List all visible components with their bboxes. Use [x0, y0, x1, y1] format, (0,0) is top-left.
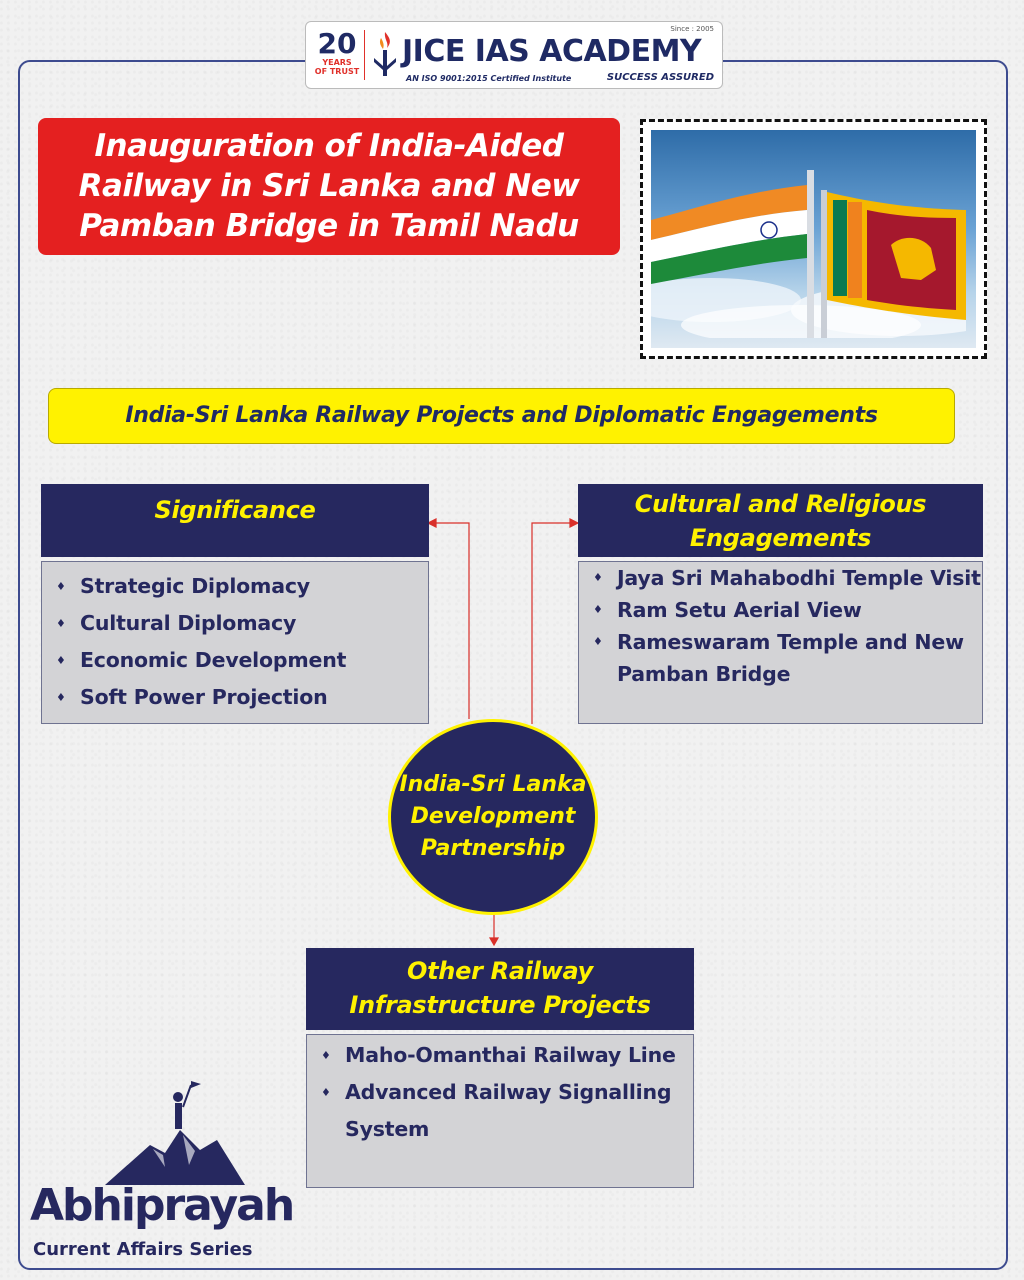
list-item: ♦ Ram Setu Aerial View: [579, 594, 982, 626]
mountain-climber-icon: [105, 1075, 245, 1185]
significance-heading: Significance: [154, 496, 316, 524]
cultural-panel: [578, 561, 983, 724]
significance-header: [41, 484, 429, 557]
list-item: ♦ Cultural Diplomacy: [42, 605, 428, 642]
since-label: Since : 2005: [670, 25, 714, 33]
significance-panel: [41, 561, 429, 724]
brand-name: Abhiprayah: [30, 1180, 294, 1231]
list-item: ♦ Maho-Omanthai Railway Line: [307, 1037, 693, 1074]
center-node: [388, 719, 598, 915]
arrowhead-other: [490, 938, 498, 945]
list-item: ♦ Advanced Railway Signalling System: [307, 1074, 693, 1148]
arrowhead-cultural: [570, 519, 578, 527]
tagline: SUCCESS ASSURED: [606, 72, 714, 83]
academy-name-part2: IAS ACADEMY: [474, 34, 702, 69]
list-item: ♦ Jaya Sri Mahabodhi Temple Visit: [579, 562, 982, 594]
brand-series: Current Affairs Series: [33, 1239, 253, 1260]
cultural-heading: Cultural and Religious Engagements: [634, 490, 927, 552]
connector-significance: [432, 523, 469, 719]
section-subtitle: India-Sri Lanka Railway Projects and Diplomatic Engagements: [48, 388, 955, 444]
other-panel: [306, 1034, 694, 1188]
center-label: India-Sri Lanka Development Partnership: [399, 772, 587, 861]
trust-label: OF TRUST: [314, 67, 360, 76]
academy-name-part1: JICE: [402, 34, 465, 69]
years-label: YEARS: [322, 58, 352, 67]
list-item: ♦ Strategic Diplomacy: [42, 568, 428, 605]
list-item: ♦ Soft Power Projection: [42, 679, 428, 716]
list-item: ♦ Economic Development: [42, 642, 428, 679]
connector-cultural: [532, 523, 573, 724]
page-title: Inauguration of India-Aided Railway in Sri Lanka and New Pamban Bridge in Tamil Nadu: [38, 118, 620, 255]
years-number: 20: [317, 27, 357, 60]
other-heading: Other Railway Infrastructure Projects: [349, 957, 651, 1019]
other-header: [306, 948, 694, 1030]
list-item: ♦ Rameswaram Temple and New Pamban Bridge: [579, 626, 982, 690]
iso-label: AN ISO 9001:2015 Certified Institute: [406, 74, 572, 83]
arrowhead-significance: [428, 519, 436, 527]
cultural-header: [578, 484, 983, 557]
